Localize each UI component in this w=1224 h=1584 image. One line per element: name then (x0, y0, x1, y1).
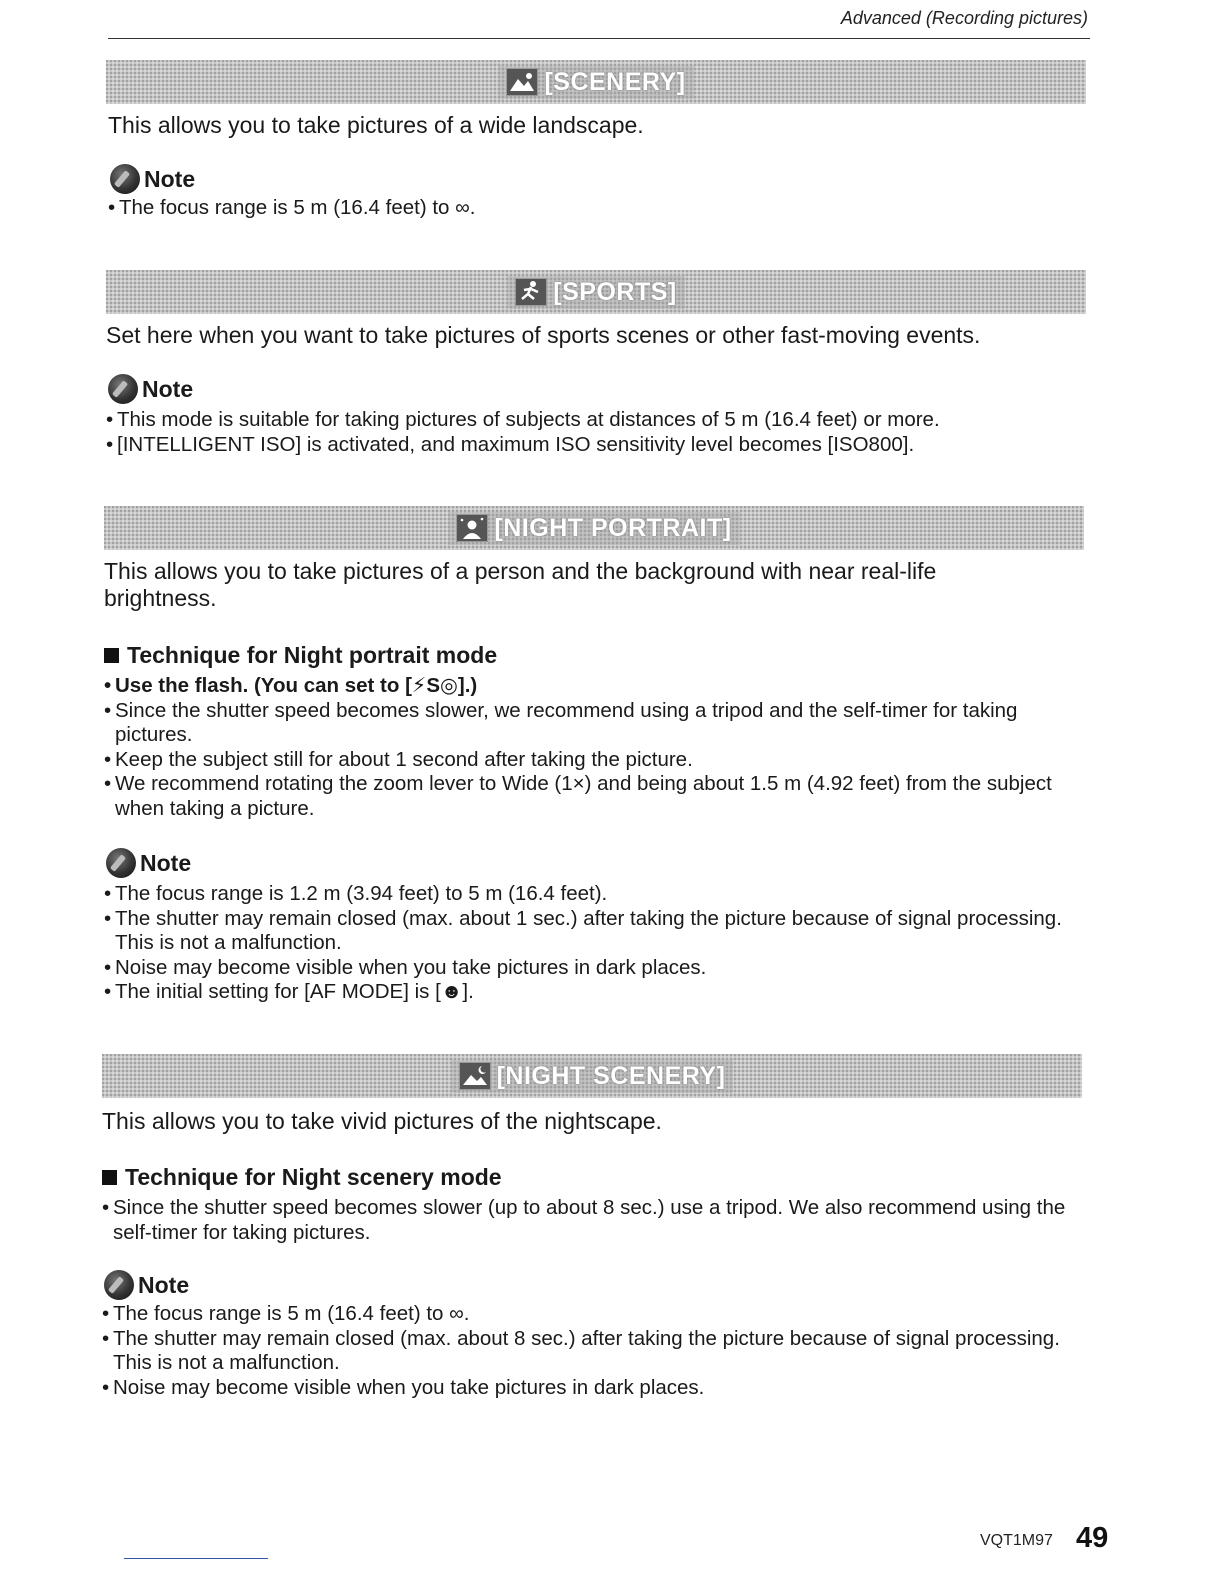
sports-icon (515, 278, 547, 306)
note-heading (104, 1270, 189, 1300)
night-scenery-notes (102, 1302, 1082, 1400)
list-item: • The focus range is 1.2 m (3.94 feet) to 5 m (16.4 feet). (104, 882, 1084, 907)
list-item: • This mode is suitable for taking pictures of subjects at distances of 5 m (16.4 feet) or more. (106, 408, 1096, 433)
list-item: • The focus range is 5 m (16.4 feet) to ∞. (108, 196, 1088, 221)
technique-heading-night-scenery (102, 1164, 502, 1191)
sports-notes (106, 408, 1096, 457)
night-portrait-icon (456, 514, 488, 542)
technique-title: Technique for Night scenery mode (125, 1164, 502, 1190)
list-item: • Since the shutter speed becomes slower (up to about 8 sec.) use a tripod. We also recommend using the self-timer for taking pictures. (102, 1196, 1092, 1245)
square-bullet-icon (102, 1170, 117, 1185)
section-banner-night-scenery (102, 1054, 1082, 1098)
night-scenery-description: This allows you to take vivid pictures of the nightscape. (102, 1108, 662, 1134)
note-label: Note (142, 375, 194, 402)
section-banner-night-portrait (104, 506, 1084, 550)
header-rule (108, 38, 1090, 39)
list-item: • [INTELLIGENT ISO] is activated, and maximum ISO sensitivity level becomes [ISO800]. (106, 433, 1096, 458)
note-heading (106, 848, 191, 878)
list-item: • The initial setting for [AF MODE] is [☻]. (104, 980, 1084, 1005)
list-item: • The focus range is 5 m (16.4 feet) to ∞. (102, 1302, 1082, 1327)
night-portrait-technique (104, 674, 1084, 821)
sports-description: Set here when you want to take pictures of sports scenes or other fast-moving events. (106, 322, 981, 348)
scenery-description: This allows you to take pictures of a wide landscape. (108, 112, 644, 138)
list-item: • Since the shutter speed becomes slower, we recommend using a tripod and the self-timer for taking pictures. (104, 699, 1084, 748)
section-title-night-portrait: [NIGHT PORTRAIT] (494, 513, 732, 542)
note-icon (104, 1270, 134, 1300)
list-item: • Noise may become visible when you take pictures in dark places. (104, 956, 1084, 981)
section-title-night-scenery: [NIGHT SCENERY] (496, 1061, 726, 1090)
night-scenery-technique (102, 1196, 1092, 1245)
technique-title: Technique for Night portrait mode (127, 642, 498, 668)
note-label: Note (138, 1271, 190, 1298)
note-icon (106, 848, 136, 878)
list-item: • The shutter may remain closed (max. about 1 sec.) after taking the picture because of signal processing. This is not a malfunction. (104, 907, 1084, 956)
list-item: • Noise may become visible when you take pictures in dark places. (102, 1376, 1082, 1401)
section-banner-sports (106, 270, 1086, 314)
model-code: VQT1M97 (980, 1532, 1053, 1549)
note-label: Note (144, 165, 196, 192)
technique-heading-night-portrait (104, 642, 497, 669)
note-heading (110, 164, 195, 194)
page-number: 49 (1076, 1522, 1109, 1554)
list-item: • Keep the subject still for about 1 second after taking the picture. (104, 748, 1084, 773)
footer-rule (124, 1558, 268, 1559)
note-icon (108, 374, 138, 404)
section-title-sports: [SPORTS] (553, 277, 677, 306)
note-heading (108, 374, 193, 404)
section-title-scenery: [SCENERY] (544, 67, 686, 96)
list-item: • We recommend rotating the zoom lever to Wide (1×) and being about 1.5 m (4.92 feet) from the subject when taking a picture. (104, 772, 1084, 821)
note-label: Note (140, 849, 192, 876)
note-icon (110, 164, 140, 194)
night-scenery-icon (459, 1062, 491, 1090)
section-banner-scenery (106, 60, 1086, 104)
list-item: • The shutter may remain closed (max. about 8 sec.) after taking the picture because of signal processing. This is not a malfunction. (102, 1327, 1082, 1376)
list-item: • Use the flash. (You can set to [⚡S◎].) (104, 674, 1084, 699)
scenery-notes (108, 196, 1088, 221)
scenery-icon (506, 68, 538, 96)
night-portrait-description: This allows you to take pictures of a person and the background with near real-life brightness. (104, 558, 937, 611)
night-portrait-notes (104, 882, 1084, 1005)
running-header: Advanced (Recording pictures) (840, 8, 1088, 28)
square-bullet-icon (104, 648, 119, 663)
